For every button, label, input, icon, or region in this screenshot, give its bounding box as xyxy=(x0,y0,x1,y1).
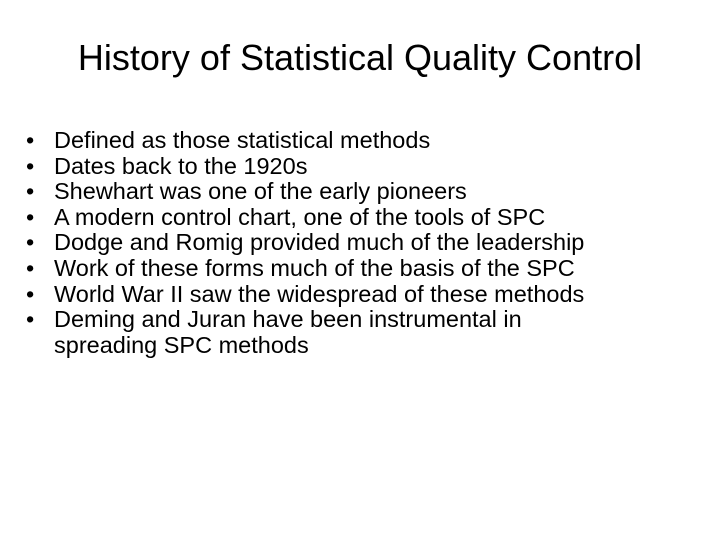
bullet-icon: • xyxy=(26,229,35,256)
bullet-text: Work of these forms much of the basis of the SPC xyxy=(54,254,575,281)
bullet-text: World War II saw the widespread of these methods xyxy=(54,280,585,307)
list-item xyxy=(26,230,706,256)
bullet-icon: • xyxy=(26,254,35,281)
list-item xyxy=(26,256,706,282)
bullet-icon: • xyxy=(26,178,35,205)
bullet-text: Dates back to the 1920s xyxy=(54,152,308,179)
list-item xyxy=(26,282,706,308)
bullet-list xyxy=(26,128,706,358)
bullet-text: Dodge and Romig provided much of the leadership xyxy=(54,229,585,256)
bullet-text: A modern control chart, one of the tools of SPC xyxy=(54,203,546,230)
bullet-icon: • xyxy=(26,203,35,230)
list-item xyxy=(26,307,706,358)
bullet-icon: • xyxy=(26,152,35,179)
bullet-icon: • xyxy=(26,280,35,307)
list-item xyxy=(26,128,706,154)
list-item xyxy=(26,154,706,180)
slide-title: History of Statistical Quality Control xyxy=(77,37,643,78)
list-item xyxy=(26,179,706,205)
list-item xyxy=(26,205,706,231)
bullet-text: Shewhart was one of the early pioneers xyxy=(54,178,467,205)
bullet-text: Deming and Juran have been instrumental in spreading SPC methods xyxy=(54,306,522,358)
bullet-text: Defined as those statistical methods xyxy=(54,127,431,153)
bullet-icon: • xyxy=(26,127,35,153)
bullet-icon: • xyxy=(26,306,35,333)
